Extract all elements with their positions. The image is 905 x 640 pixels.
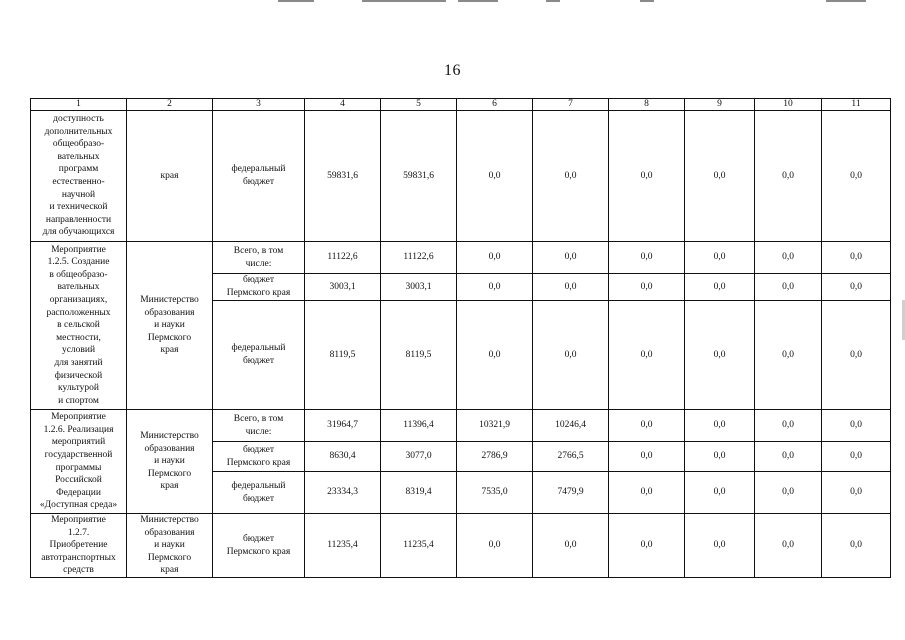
value-cell: 0,0 xyxy=(685,514,755,578)
value-cell: 0,0 xyxy=(822,301,891,410)
value-cell: 0,0 xyxy=(609,410,685,442)
value-cell: 0,0 xyxy=(822,472,891,514)
value-cell: 11235,4 xyxy=(381,514,457,578)
value-cell: 0,0 xyxy=(685,242,755,274)
funding-source-cell: бюджет Пермского края xyxy=(213,274,305,301)
measure-cell: Мероприятие 1.2.6. Реализация мероприятий государственной программы Российской Федерации «Доступная среда» xyxy=(31,410,127,514)
responsible-org-cell: Министерство образования и науки Пермского края xyxy=(127,242,213,410)
value-cell: 0,0 xyxy=(609,111,685,242)
value-cell: 10246,4 xyxy=(533,410,609,442)
value-cell: 0,0 xyxy=(685,442,755,472)
column-number: 1 xyxy=(31,99,127,111)
column-number-row xyxy=(31,99,891,111)
value-cell: 0,0 xyxy=(755,301,822,410)
table-row xyxy=(31,111,891,242)
column-number: 10 xyxy=(755,99,822,111)
value-cell: 0,0 xyxy=(685,301,755,410)
column-number: 6 xyxy=(457,99,533,111)
funding-source-cell: федеральный бюджет xyxy=(213,301,305,410)
value-cell: 0,0 xyxy=(533,301,609,410)
value-cell: 0,0 xyxy=(822,514,891,578)
value-cell: 0,0 xyxy=(533,274,609,301)
funding-source-cell: Всего, в том числе: xyxy=(213,242,305,274)
value-cell: 0,0 xyxy=(822,410,891,442)
measure-cell: Мероприятие 1.2.7. Приобретение автотранспортных средств xyxy=(31,514,127,578)
value-cell: 0,0 xyxy=(609,472,685,514)
value-cell: 0,0 xyxy=(822,274,891,301)
value-cell: 0,0 xyxy=(755,514,822,578)
value-cell: 2786,9 xyxy=(457,442,533,472)
budget-table xyxy=(30,98,891,578)
funding-source-cell: федеральный бюджет xyxy=(213,472,305,514)
responsible-org-cell: Министерство образования и науки Пермского края xyxy=(127,410,213,514)
value-cell: 0,0 xyxy=(457,111,533,242)
value-cell: 0,0 xyxy=(609,301,685,410)
value-cell: 31964,7 xyxy=(305,410,381,442)
value-cell: 0,0 xyxy=(755,410,822,442)
responsible-org-cell: Министерство образования и науки Пермского края xyxy=(127,514,213,578)
column-number: 11 xyxy=(822,99,891,111)
value-cell: 7479,9 xyxy=(533,472,609,514)
page-number: 16 xyxy=(444,62,461,79)
column-number: 5 xyxy=(381,99,457,111)
table-row xyxy=(31,242,891,274)
value-cell: 0,0 xyxy=(533,111,609,242)
value-cell: 8119,5 xyxy=(381,301,457,410)
funding-source-cell: федеральный бюджет xyxy=(213,111,305,242)
responsible-org-cell: края xyxy=(127,111,213,242)
funding-source-cell: бюджет Пермского края xyxy=(213,514,305,578)
value-cell: 0,0 xyxy=(609,442,685,472)
value-cell: 0,0 xyxy=(457,242,533,274)
value-cell: 0,0 xyxy=(685,111,755,242)
scan-mark xyxy=(640,0,654,2)
scan-mark xyxy=(546,0,560,2)
scan-mark xyxy=(362,0,446,2)
value-cell: 2766,5 xyxy=(533,442,609,472)
measure-cell: Мероприятие 1.2.5. Создание в общеобразо- вательных организациях, расположенных в сельской местности, условий для занятий физической культурой и спортом xyxy=(31,242,127,410)
value-cell: 3003,1 xyxy=(381,274,457,301)
scan-mark xyxy=(278,0,314,2)
funding-source-cell: Всего, в том числе: xyxy=(213,410,305,442)
value-cell: 0,0 xyxy=(609,514,685,578)
value-cell: 0,0 xyxy=(685,472,755,514)
value-cell: 8119,5 xyxy=(305,301,381,410)
value-cell: 0,0 xyxy=(533,514,609,578)
scan-mark xyxy=(458,0,498,2)
funding-source-cell: бюджет Пермского края xyxy=(213,442,305,472)
column-number: 8 xyxy=(609,99,685,111)
value-cell: 11235,4 xyxy=(305,514,381,578)
value-cell: 59831,6 xyxy=(305,111,381,242)
value-cell: 0,0 xyxy=(685,410,755,442)
column-number: 2 xyxy=(127,99,213,111)
value-cell: 0,0 xyxy=(457,514,533,578)
value-cell: 0,0 xyxy=(609,274,685,301)
scan-mark xyxy=(826,0,866,2)
value-cell: 10321,9 xyxy=(457,410,533,442)
value-cell: 8319,4 xyxy=(381,472,457,514)
value-cell: 11396,4 xyxy=(381,410,457,442)
value-cell: 3077,0 xyxy=(381,442,457,472)
value-cell: 8630,4 xyxy=(305,442,381,472)
measure-cell: доступность дополнительных общеобразо- вательных программ естественно- научной и технической направленности для обучающихся xyxy=(31,111,127,242)
table-row xyxy=(31,514,891,578)
value-cell: 0,0 xyxy=(457,301,533,410)
value-cell: 0,0 xyxy=(822,242,891,274)
column-number: 3 xyxy=(213,99,305,111)
value-cell: 3003,1 xyxy=(305,274,381,301)
column-number: 4 xyxy=(305,99,381,111)
value-cell: 59831,6 xyxy=(381,111,457,242)
value-cell: 23334,3 xyxy=(305,472,381,514)
value-cell: 0,0 xyxy=(755,472,822,514)
value-cell: 0,0 xyxy=(755,442,822,472)
value-cell: 0,0 xyxy=(755,111,822,242)
value-cell: 0,0 xyxy=(755,274,822,301)
value-cell: 0,0 xyxy=(609,242,685,274)
value-cell: 0,0 xyxy=(533,242,609,274)
column-number: 9 xyxy=(685,99,755,111)
value-cell: 0,0 xyxy=(822,111,891,242)
value-cell: 0,0 xyxy=(822,442,891,472)
column-number: 7 xyxy=(533,99,609,111)
value-cell: 11122,6 xyxy=(305,242,381,274)
value-cell: 0,0 xyxy=(685,274,755,301)
value-cell: 7535,0 xyxy=(457,472,533,514)
value-cell: 11122,6 xyxy=(381,242,457,274)
value-cell: 0,0 xyxy=(755,242,822,274)
value-cell: 0,0 xyxy=(457,274,533,301)
table-row xyxy=(31,410,891,442)
